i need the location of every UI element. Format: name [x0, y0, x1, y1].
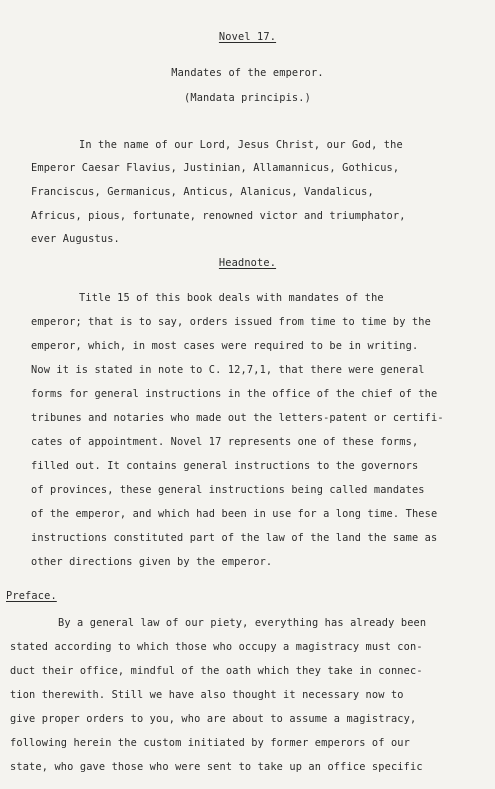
headnote-line: emperor; that is to say, orders issued from time to time by the — [31, 316, 432, 328]
headnote-line: of provinces, these general instructions being called mandates — [31, 484, 425, 496]
headnote-line: of the emperor, and which had been in use for a long time. These — [31, 508, 438, 520]
headnote-line: tribunes and notaries who made out the letters-patent or certifi- — [31, 412, 444, 424]
preface-line: give proper orders to you, who are about to assume a magistracy, — [10, 713, 417, 725]
headnote-line: other directions given by the emperor. — [31, 556, 273, 568]
latin-subtitle: (Mandata principis.) — [184, 92, 311, 104]
preface-line: tion therewith. Still we have also thought it necessary now to — [10, 689, 404, 701]
preface-heading: Preface. — [6, 590, 57, 602]
headnote-line: Title 15 of this book deals with mandates of the — [79, 292, 384, 304]
preface-line: state, who gave those who were sent to take up an office specific — [10, 761, 423, 773]
headnote-heading: Headnote. — [218, 257, 277, 269]
invocation-line: Franciscus, Germanicus, Anticus, Alanicus, Vandalicus, — [31, 186, 374, 198]
invocation-line: Africus, pious, fortunate, renowned victor and triumphator, — [31, 210, 406, 222]
headnote-line: emperor, which, in most cases were required to be in writing. — [31, 340, 419, 352]
headnote-line: Now it is stated in note to C. 12,7,1, that there were general — [31, 364, 425, 376]
preface-line: duct their office, mindful of the oath which they take in connec- — [10, 665, 423, 677]
invocation-line: Emperor Caesar Flavius, Justinian, Allamannicus, Gothicus, — [31, 162, 400, 174]
headnote-line: filled out. It contains general instructions to the governors — [31, 460, 419, 472]
preface-line: stated according to which those who occupy a magistracy must con- — [10, 641, 423, 653]
invocation-line: In the name of our Lord, Jesus Christ, our God, the — [79, 139, 403, 151]
preface-line: By a general law of our piety, everything has already been — [58, 617, 427, 629]
headnote-line: forms for general instructions in the office of the chief of the — [31, 388, 438, 400]
headnote-line: cates of appointment. Novel 17 represents one of these forms, — [31, 436, 419, 448]
preface-line: following herein the custom initiated by former emperors of our — [10, 737, 411, 749]
headnote-line: instructions constituted part of the law of the land the same as — [31, 532, 438, 544]
page-title: Novel 17. — [218, 31, 277, 43]
invocation-line: ever Augustus. — [31, 233, 120, 245]
subtitle: Mandates of the emperor. — [171, 67, 324, 79]
